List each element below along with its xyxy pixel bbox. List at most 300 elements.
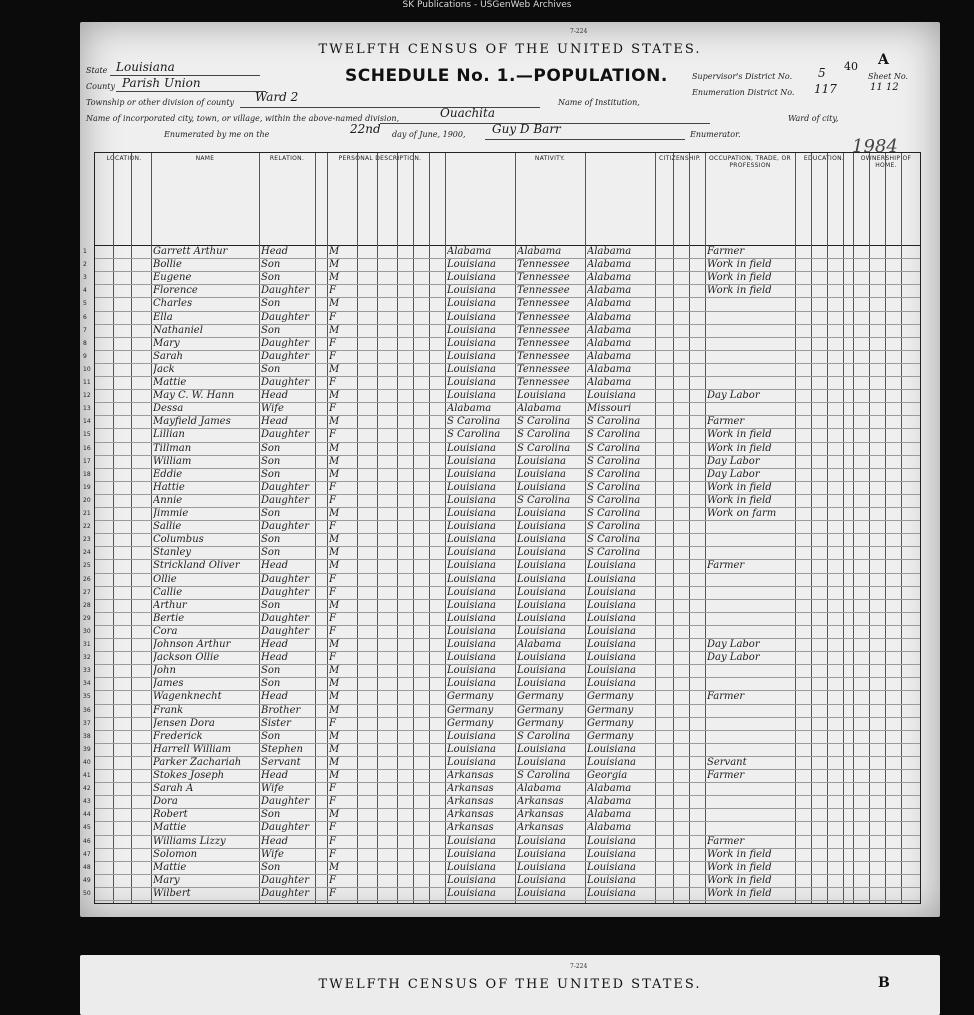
cell-father-birthplace: Louisiana: [517, 586, 566, 598]
cell-sex: M: [329, 508, 340, 519]
cell-sex: M: [329, 416, 340, 428]
cell-occupation: Work on farm: [707, 508, 777, 519]
cell-birthplace: Louisiana: [447, 756, 496, 768]
cell-father-birthplace: Tennessee: [517, 350, 570, 362]
cell-sex: F: [329, 874, 336, 886]
cell-birthplace: Louisiana: [447, 508, 496, 519]
cell-birthplace: Louisiana: [447, 612, 496, 624]
cell-mother-birthplace: S Carolina: [587, 468, 641, 480]
cell-father-birthplace: Alabama: [517, 246, 562, 257]
cell-name: Annie: [153, 494, 183, 506]
cell-relation: Son: [261, 599, 281, 611]
row-number: 44: [83, 811, 91, 819]
cell-relation: Son: [261, 678, 281, 690]
cell-sex: F: [329, 848, 336, 860]
cell-mother-birthplace: Louisiana: [587, 743, 636, 755]
cell-relation: Son: [261, 468, 281, 480]
cell-sex: F: [329, 403, 336, 415]
cell-father-birthplace: Louisiana: [517, 599, 566, 611]
cell-name: Stokes Joseph: [153, 770, 225, 781]
cell-name: Solomon: [153, 848, 198, 860]
sheet-value: 11 12: [870, 82, 899, 93]
cell-mother-birthplace: S Carolina: [587, 429, 641, 441]
county-label: County: [86, 82, 115, 91]
cell-father-birthplace: S Carolina: [517, 770, 571, 781]
row-number: 9: [83, 352, 87, 360]
enumerator-name: Guy D Barr: [492, 122, 561, 136]
cell-relation: Daughter: [261, 612, 309, 624]
cell-name: Hattie: [153, 481, 185, 493]
cell-name: Sallie: [153, 521, 182, 533]
cell-relation: Daughter: [261, 429, 309, 441]
cell-occupation: Day Labor: [707, 455, 760, 467]
row-number: 7: [83, 326, 87, 334]
cell-father-birthplace: Arkansas: [517, 796, 564, 808]
state-value: Louisiana: [116, 60, 175, 74]
enumerated-label: Enumerated by me on the: [164, 130, 270, 139]
cell-sex: M: [329, 455, 340, 467]
cell-birthplace: Louisiana: [447, 586, 496, 598]
cell-mother-birthplace: Alabama: [587, 246, 632, 257]
cell-sex: F: [329, 285, 336, 297]
cell-sex: M: [329, 363, 340, 375]
row-number: 22: [83, 523, 91, 531]
cell-sex: F: [329, 652, 336, 664]
cell-birthplace: Arkansas: [447, 822, 494, 834]
row-rule: [95, 900, 920, 901]
cell-mother-birthplace: Louisiana: [587, 835, 636, 847]
row-number: 33: [83, 667, 91, 675]
cell-sex: F: [329, 717, 336, 729]
column-divider: [113, 153, 114, 903]
cell-birthplace: Germany: [447, 704, 494, 716]
cell-name: Wagenknecht: [153, 691, 222, 703]
cell-birthplace: Louisiana: [447, 848, 496, 860]
cell-occupation: Work in field: [707, 285, 772, 297]
census-title: TWELFTH CENSUS OF THE UNITED STATES.: [318, 42, 702, 57]
township-value: Ward 2: [255, 90, 299, 104]
cell-birthplace: Louisiana: [447, 468, 496, 480]
state-label: State: [86, 66, 108, 75]
cell-mother-birthplace: Alabama: [587, 809, 632, 821]
cell-relation: Son: [261, 259, 281, 271]
cell-father-birthplace: Louisiana: [517, 756, 566, 768]
row-number: 41: [83, 772, 91, 779]
cell-name: Mattie: [153, 377, 187, 388]
cell-father-birthplace: Tennessee: [517, 324, 570, 336]
cell-mother-birthplace: Louisiana: [587, 756, 636, 768]
cell-sex: F: [329, 612, 336, 624]
supervisor-label: Supervisor's District No.: [692, 72, 793, 81]
cell-sex: F: [329, 521, 336, 533]
cell-sex: M: [329, 665, 340, 677]
cell-father-birthplace: Louisiana: [517, 861, 566, 873]
cell-birthplace: Louisiana: [447, 534, 496, 546]
cell-father-birthplace: Louisiana: [517, 625, 566, 637]
row-number: 19: [83, 483, 91, 491]
cell-birthplace: Louisiana: [447, 639, 496, 650]
cell-name: Nathaniel: [153, 324, 203, 336]
column-divider: [151, 153, 152, 903]
cell-mother-birthplace: S Carolina: [587, 481, 641, 493]
row-number: 45: [83, 824, 91, 832]
row-number: 20: [83, 496, 91, 504]
cell-name: Mattie: [153, 861, 187, 873]
cell-occupation: Work in field: [707, 272, 772, 284]
row-number: 38: [83, 732, 91, 740]
cell-sex: M: [329, 730, 340, 742]
cell-name: Ollie: [153, 573, 177, 585]
row-number: 16: [83, 444, 91, 452]
column-divider: [515, 153, 516, 903]
row-number: 47: [83, 850, 91, 858]
cell-birthplace: Louisiana: [447, 625, 496, 637]
cell-name: James: [153, 678, 184, 690]
cell-name: Robert: [153, 809, 188, 821]
group-nativity: NATIVITY.: [534, 155, 566, 162]
cell-name: Johnson Arthur: [153, 639, 231, 650]
column-divider: [315, 153, 316, 903]
cell-birthplace: Louisiana: [447, 298, 496, 310]
cell-father-birthplace: Louisiana: [517, 521, 566, 533]
cell-birthplace: Louisiana: [447, 743, 496, 755]
column-divider: [413, 153, 414, 903]
cell-sex: M: [329, 770, 340, 781]
cell-birthplace: Louisiana: [447, 874, 496, 886]
cell-relation: Head: [261, 639, 289, 650]
cell-relation: Son: [261, 363, 281, 375]
cell-name: Charles: [153, 298, 193, 310]
month-year: day of June, 1900,: [392, 130, 466, 139]
group-name: NAME: [195, 155, 215, 162]
column-divider: [327, 153, 328, 903]
cell-father-birthplace: Louisiana: [517, 743, 566, 755]
row-number: 31: [83, 641, 91, 648]
cell-mother-birthplace: Louisiana: [587, 639, 636, 650]
cell-sex: F: [329, 586, 336, 598]
cell-mother-birthplace: Alabama: [587, 783, 632, 795]
column-divider: [445, 153, 446, 903]
cell-name: Mattie: [153, 822, 187, 834]
cell-mother-birthplace: Louisiana: [587, 612, 636, 624]
cell-occupation: Work in field: [707, 861, 772, 873]
institution-label: Name of Institution,: [558, 98, 640, 107]
cell-occupation: Day Labor: [707, 639, 760, 650]
cell-father-birthplace: Louisiana: [517, 835, 566, 847]
cell-father-birthplace: Louisiana: [517, 547, 566, 559]
cell-name: Callie: [153, 586, 183, 598]
cell-sex: M: [329, 547, 340, 559]
cell-father-birthplace: Louisiana: [517, 678, 566, 690]
cell-relation: Son: [261, 298, 281, 310]
sheet-label: Sheet No.: [868, 72, 909, 81]
cell-relation: Head: [261, 390, 289, 402]
row-number: 23: [83, 536, 91, 544]
cell-name: Dora: [153, 796, 178, 808]
cell-name: Mary: [153, 874, 180, 886]
cell-relation: Head: [261, 835, 289, 847]
cell-occupation: Farmer: [707, 560, 745, 572]
cell-mother-birthplace: Germany: [587, 691, 634, 703]
cell-father-birthplace: Germany: [517, 691, 564, 703]
row-number: 18: [83, 470, 91, 478]
cell-relation: Daughter: [261, 625, 309, 637]
cell-father-birthplace: Germany: [517, 717, 564, 729]
cell-father-birthplace: Tennessee: [517, 363, 570, 375]
row-number: 15: [83, 431, 91, 439]
cell-sex: M: [329, 534, 340, 546]
cell-sex: F: [329, 429, 336, 441]
cell-occupation: Work in field: [707, 848, 772, 860]
group-location: LOCATION.: [106, 155, 142, 162]
cell-relation: Son: [261, 730, 281, 742]
cell-birthplace: Louisiana: [447, 272, 496, 284]
cell-father-birthplace: Louisiana: [517, 481, 566, 493]
cell-relation: Son: [261, 324, 281, 336]
row-number: 24: [83, 549, 91, 557]
cell-birthplace: Louisiana: [447, 730, 496, 742]
cell-occupation: Day Labor: [707, 390, 760, 402]
schedule-title: SCHEDULE No. 1.—POPULATION.: [345, 66, 668, 86]
cell-name: Dessa: [153, 403, 184, 415]
cell-relation: Daughter: [261, 796, 309, 808]
cell-mother-birthplace: Alabama: [587, 350, 632, 362]
cell-sex: M: [329, 743, 340, 755]
cell-relation: Head: [261, 560, 289, 572]
cell-mother-birthplace: S Carolina: [587, 508, 641, 519]
table-header: [95, 153, 920, 246]
row-number: 26: [83, 575, 91, 583]
cell-relation: Wife: [261, 783, 284, 795]
cell-sex: M: [329, 678, 340, 690]
cell-relation: Head: [261, 691, 289, 703]
column-divider: [397, 153, 398, 903]
cell-father-birthplace: Louisiana: [517, 534, 566, 546]
cell-relation: Head: [261, 652, 289, 664]
cell-name: Williams Lizzy: [153, 835, 226, 847]
row-number: 10: [83, 365, 91, 373]
cell-relation: Head: [261, 770, 289, 781]
cell-birthplace: Arkansas: [447, 796, 494, 808]
row-number: 30: [83, 627, 91, 635]
cell-sex: M: [329, 390, 340, 402]
cell-mother-birthplace: S Carolina: [587, 534, 641, 546]
cell-name: Wilbert: [153, 887, 191, 899]
cell-father-birthplace: Arkansas: [517, 809, 564, 821]
cell-father-birthplace: Alabama: [517, 783, 562, 795]
cell-sex: F: [329, 350, 336, 362]
cell-name: Jimmie: [153, 508, 189, 519]
column-divider: [673, 153, 674, 903]
cell-father-birthplace: Tennessee: [517, 337, 570, 349]
cell-sex: F: [329, 337, 336, 349]
next-sheet-letter: B: [878, 975, 890, 991]
cell-birthplace: Louisiana: [447, 665, 496, 677]
cell-sex: F: [329, 796, 336, 808]
row-number: 8: [83, 339, 87, 347]
form-number: 7-224: [570, 28, 588, 35]
cell-relation: Daughter: [261, 350, 309, 362]
cell-mother-birthplace: S Carolina: [587, 494, 641, 506]
cell-birthplace: S Carolina: [447, 429, 501, 441]
cell-sex: F: [329, 887, 336, 899]
column-divider: [131, 153, 132, 903]
cell-relation: Stephen: [261, 743, 303, 755]
group-occupation: OCCUPATION, TRADE, OR PROFESSION: [709, 155, 791, 169]
cell-relation: Daughter: [261, 285, 309, 297]
group-personal: PERSONAL DESCRIPTION.: [338, 155, 422, 162]
row-number: 4: [83, 287, 87, 295]
cell-occupation: Servant: [707, 756, 747, 768]
cell-birthplace: Louisiana: [447, 494, 496, 506]
cell-father-birthplace: Louisiana: [517, 455, 566, 467]
cell-name: Cora: [153, 625, 178, 637]
cell-mother-birthplace: Germany: [587, 717, 634, 729]
cell-sex: F: [329, 822, 336, 834]
group-relation: RELATION.: [269, 155, 305, 162]
enum-district-value: 117: [814, 82, 837, 96]
column-divider: [795, 153, 796, 903]
cell-father-birthplace: Louisiana: [517, 560, 566, 572]
cell-occupation: Work in field: [707, 442, 772, 454]
cell-occupation: Work in field: [707, 887, 772, 899]
cell-father-birthplace: Arkansas: [517, 822, 564, 834]
cell-father-birthplace: Louisiana: [517, 652, 566, 664]
cell-mother-birthplace: Alabama: [587, 272, 632, 284]
cell-birthplace: Louisiana: [447, 363, 496, 375]
cell-occupation: Farmer: [707, 416, 745, 428]
cell-father-birthplace: Tennessee: [517, 298, 570, 310]
column-divider: [689, 153, 690, 903]
cell-birthplace: Louisiana: [447, 390, 496, 402]
cell-relation: Sister: [261, 717, 291, 729]
cell-relation: Daughter: [261, 311, 309, 323]
county-value: Parish Union: [122, 76, 201, 90]
cell-occupation: Farmer: [707, 691, 745, 703]
cell-mother-birthplace: Alabama: [587, 285, 632, 297]
cell-name: Ella: [153, 311, 173, 323]
cell-relation: Head: [261, 416, 289, 428]
row-number: 17: [83, 457, 91, 465]
cell-birthplace: Louisiana: [447, 599, 496, 611]
row-number: 1: [83, 248, 87, 255]
column-divider: [827, 153, 828, 903]
cell-name: Frank: [153, 704, 184, 716]
cell-mother-birthplace: Louisiana: [587, 390, 636, 402]
cell-father-birthplace: Tennessee: [517, 311, 570, 323]
cell-occupation: Work in field: [707, 481, 772, 493]
row-number: 40: [83, 758, 91, 766]
cell-occupation: Farmer: [707, 835, 745, 847]
cell-father-birthplace: Louisiana: [517, 573, 566, 585]
cell-father-birthplace: Louisiana: [517, 612, 566, 624]
group-education: EDUCATION.: [803, 155, 845, 162]
cell-father-birthplace: Alabama: [517, 639, 562, 650]
cell-birthplace: Louisiana: [447, 521, 496, 533]
cell-father-birthplace: S Carolina: [517, 416, 571, 428]
cell-birthplace: Louisiana: [447, 481, 496, 493]
cell-relation: Daughter: [261, 573, 309, 585]
cell-mother-birthplace: Louisiana: [587, 652, 636, 664]
cell-occupation: Work in field: [707, 429, 772, 441]
row-number: 12: [83, 392, 91, 400]
township-label: Township or other division of county: [86, 98, 235, 107]
cell-sex: M: [329, 442, 340, 454]
cell-sex: F: [329, 494, 336, 506]
cell-name: Tillman: [153, 442, 192, 454]
cell-relation: Son: [261, 861, 281, 873]
cell-name: Strickland Oliver: [153, 560, 240, 572]
cell-relation: Daughter: [261, 586, 309, 598]
enum-district-label: Enumeration District No.: [692, 88, 795, 97]
sheet-letter: A: [878, 52, 889, 68]
cell-sex: F: [329, 377, 336, 388]
cell-father-birthplace: Alabama: [517, 403, 562, 415]
cell-relation: Son: [261, 534, 281, 546]
cell-occupation: Day Labor: [707, 468, 760, 480]
cell-relation: Son: [261, 508, 281, 519]
cell-sex: M: [329, 468, 340, 480]
cell-mother-birthplace: S Carolina: [587, 521, 641, 533]
supervisor-value: 5: [818, 66, 826, 80]
row-number: 49: [83, 876, 91, 884]
column-divider: [585, 153, 586, 903]
cell-father-birthplace: S Carolina: [517, 429, 571, 441]
cell-relation: Son: [261, 665, 281, 677]
row-number: 28: [83, 601, 91, 609]
row-number: 43: [83, 798, 91, 806]
column-divider: [901, 153, 902, 903]
cell-mother-birthplace: Louisiana: [587, 586, 636, 598]
cell-name: John: [153, 665, 176, 677]
city-label: Name of incorporated city, town, or village, within the above-named division,: [86, 114, 400, 123]
cell-relation: Brother: [261, 704, 301, 716]
row-number: 11: [83, 379, 91, 386]
cell-name: Mary: [153, 337, 180, 349]
cell-father-birthplace: Germany: [517, 704, 564, 716]
cell-sex: M: [329, 691, 340, 703]
cell-name: Sarah A: [153, 783, 194, 795]
cell-mother-birthplace: Germany: [587, 730, 634, 742]
cell-birthplace: Louisiana: [447, 311, 496, 323]
cell-name: Columbus: [153, 534, 204, 546]
cell-mother-birthplace: Alabama: [587, 298, 632, 310]
cell-name: Jack: [153, 363, 175, 375]
cell-mother-birthplace: Alabama: [587, 337, 632, 349]
cell-father-birthplace: Tennessee: [517, 272, 570, 284]
cell-sex: F: [329, 573, 336, 585]
cell-name: Lillian: [153, 429, 185, 441]
cell-name: Arthur: [153, 599, 187, 611]
cell-mother-birthplace: Germany: [587, 704, 634, 716]
cell-occupation: Day Labor: [707, 652, 760, 664]
cell-birthplace: Louisiana: [447, 861, 496, 873]
cell-sex: M: [329, 809, 340, 821]
cell-father-birthplace: Louisiana: [517, 874, 566, 886]
column-divider: [655, 153, 656, 903]
cell-mother-birthplace: Louisiana: [587, 678, 636, 690]
row-number: 35: [83, 693, 91, 701]
cell-birthplace: Louisiana: [447, 337, 496, 349]
cell-birthplace: Louisiana: [447, 324, 496, 336]
cell-occupation: Farmer: [707, 246, 745, 257]
next-page-strip: [80, 955, 940, 1015]
cell-name: Frederick: [153, 730, 203, 742]
column-divider: [853, 153, 854, 903]
cell-sex: F: [329, 311, 336, 323]
row-number: 6: [83, 313, 87, 321]
column-divider: [259, 153, 260, 903]
